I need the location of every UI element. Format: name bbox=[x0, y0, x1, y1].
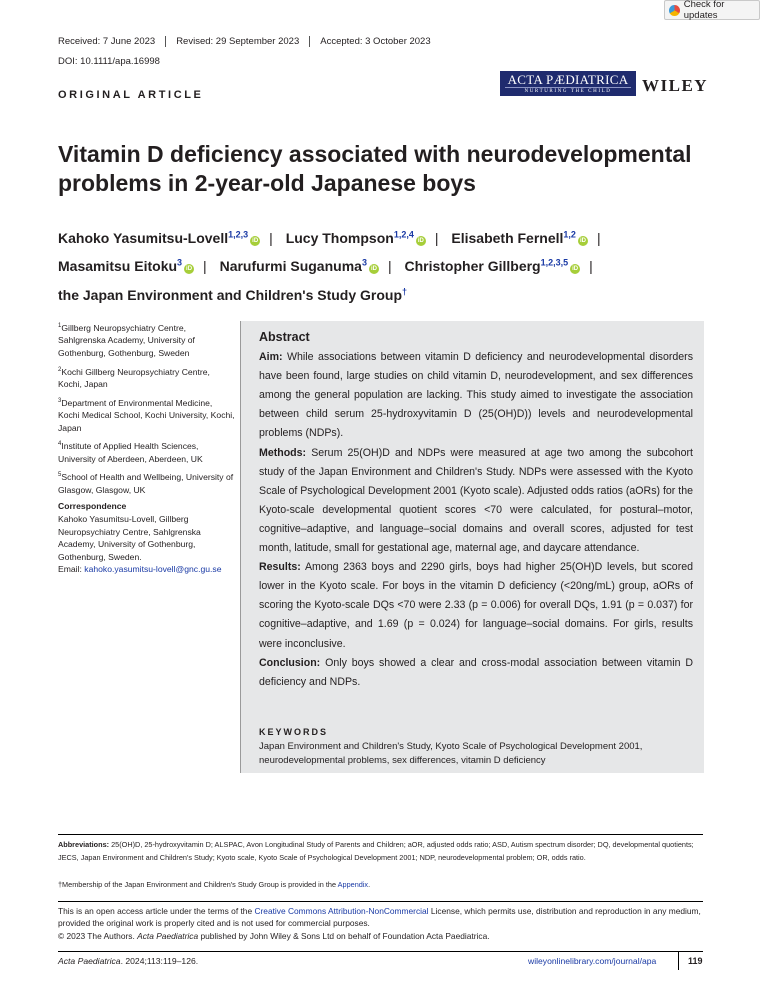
author[interactable]: Narufurmi Suganuma$^3$iD bbox=[219, 257, 377, 275]
received-date: Received: 7 June 2023 bbox=[58, 36, 156, 47]
check-for-updates-button[interactable] bbox=[664, 0, 760, 20]
appendix-link[interactable]: Appendix bbox=[337, 880, 369, 889]
citation: Acta Paediatrica. 2024;113:119–126. bbox=[58, 956, 199, 966]
affiliation: $^5$School of Health and Wellbeing, University of Glasgow, Glasgow, UK bbox=[58, 472, 234, 495]
article-title: Vitamin D deficiency associated with neurodevelopmental problems in 2-year-old Japanese boys bbox=[58, 141, 692, 196]
email-link[interactable]: kahoko.yasumitsu-lovell@gnc.gu.se bbox=[84, 564, 222, 575]
author[interactable]: Elisabeth Fernell$^{1,2}$iD bbox=[451, 229, 586, 246]
author-group: the Japan Environment and Children's Study Group† bbox=[58, 286, 408, 303]
license-notice: This is an open access article under the terms of the Creative Commons Attribution-NonCommercial License, which permits use, distribution and reproduction in any medium, provided the original work is properly cited and is not used for commercial purposes. © 2023 The Authors. Acta Paediatrica published by John Wiley & Sons Ltd on behalf of Foundation Acta Paediatrica. bbox=[58, 906, 701, 941]
publisher-logo: WILEY bbox=[642, 76, 709, 95]
abstract-conclusion: Conclusion: Only boys showed a clear and cross-modal association between vitamin D deficiency and NDPs. bbox=[259, 656, 693, 688]
affiliation: $^4$Institute of Applied Health Sciences, University of Aberdeen, Aberdeen, UK bbox=[58, 441, 203, 464]
orcid-icon[interactable]: iD bbox=[370, 266, 377, 273]
affiliations bbox=[58, 320, 236, 576]
author-list: Kahoko Yasumitsu-Lovell$^{1,2,3}$iD | Lucy Thompson$^{1,2,4}$iD | Elisabeth Fernell$^{1,2}$iD | Masamitsu Eitoku$^3$iD | Narufurmi Suganuma$^3$iD | Christopher Gillberg$^{1,2,3,5}$iD | the Japan Environment and Children's Study Group† bbox=[58, 229, 601, 303]
journal-url-link[interactable]: wileyonlinelibrary.com/journal/apa bbox=[528, 956, 657, 966]
journal-logo-tagline: NURTURING THE CHILD bbox=[505, 87, 631, 95]
affiliation: $^3$Department of Environmental Medicine, Kochi Medical School, Kochi University, Kochi, Japan bbox=[58, 397, 235, 433]
license-divider bbox=[58, 901, 703, 902]
author[interactable]: Kahoko Yasumitsu-Lovell$^{1,2,3}$iD bbox=[58, 229, 259, 246]
check-for-updates-label: Check for updates bbox=[683, 0, 725, 21]
license-link[interactable]: Creative Commons Attribution-NonCommercial bbox=[254, 906, 429, 916]
author[interactable]: Lucy Thompson$^{1,2,4}$iD bbox=[285, 229, 424, 246]
orcid-icon[interactable]: iD bbox=[252, 237, 259, 244]
journal-logo-name: ACTA PÆDIATRICA bbox=[507, 72, 629, 87]
orcid-icon[interactable]: iD bbox=[572, 266, 579, 273]
page-number: 119 bbox=[678, 952, 703, 970]
correspondence-heading: Correspondence bbox=[58, 501, 127, 512]
journal-logo bbox=[500, 71, 636, 96]
orcid-icon[interactable]: iD bbox=[417, 237, 424, 244]
correspondence-email-line: Email: kahoko.yasumitsu-lovell@gnc.gu.se bbox=[58, 564, 222, 575]
affiliation: $^2$Kochi Gillberg Neuropsychiatry Centre, Kochi, Japan bbox=[58, 366, 210, 390]
revised-date: Revised: 29 September 2023 bbox=[165, 36, 309, 47]
orcid-icon[interactable]: iD bbox=[186, 266, 193, 273]
abstract-results: Results: Among 2363 boys and 2290 girls, boys had higher 25(OH)D levels, but scored lower in the Kyoto scale. For boys in the vitamin D deficiency (<20ng/mL) group, aORs of scoring the Kyoto-scale DQs <70 were 2.33 (p = 0.006) for overall DQs, 1.91 (p = 0.037) for cognitive–adaptive, and 1.69 (p = 0.024) for language–social domains. For girls, results were inconclusive. bbox=[259, 561, 694, 650]
orcid-icon[interactable]: iD bbox=[579, 237, 586, 244]
author[interactable]: Christopher Gillberg$^{1,2,3,5}$iD bbox=[404, 257, 579, 275]
footer-divider bbox=[58, 951, 703, 952]
membership-footnote: †Membership of the Japan Environment and Children's Study Group is provided in the Appendix. bbox=[58, 880, 371, 889]
publication-history bbox=[58, 36, 441, 47]
doi: DOI: 10.1111/apa.16998 bbox=[58, 56, 160, 67]
abstract-methods: Methods: Serum 25(OH)D and NDPs were measured at age two among the subcohort study of the Japan Environment and Children's Study. NDPs were assessed with the Kyoto Scale of Psychological Development 2001 (Kyoto scale). Adjusted odds ratios (aORs) for the Kyoto-scale developmental quotient scores <70 were calculated, for postural–motor, cognitive–adaptive, and language–social domains and overall scores, adjusted for test month, latitude, small for gestational age, maternal age, and daycare attendance. bbox=[259, 446, 693, 555]
affiliation: $^1$Gillberg Neuropsychiatry Centre, Sahlgrenska Academy, University of Gothenburg, Gothenburg, Sweden bbox=[58, 322, 195, 359]
article-type: ORIGINAL ARTICLE bbox=[58, 89, 204, 101]
crossmark-icon bbox=[669, 5, 680, 16]
accepted-date: Accepted: 3 October 2023 bbox=[309, 36, 440, 47]
abbreviations-footnote: Abbreviations: 25(OH)D, 25-hydroxyvitamin D; ALSPAC, Avon Longitudinal Study of Parents and Children; aOR, adjusted odds ratio; ASD, Autism spectrum disorder; DQ, developmental quotients; JECS, Japan Environment and Children's Study; Kyoto scale, Kyoto Scale of Psychological Development 2001; NDP, neurodevelopmental problem; OR, odds ratio. bbox=[58, 840, 694, 862]
abstract-aim: Aim: While associations between vitamin D deficiency and neurodevelopmental disorders have been found, large studies on child vitamin D, neurodevelopment, and sex differences among the general population are lacking. This study aimed to investigate the association between child serum 25-hydroxyvitamin D (25(OH)D)) levels and neurodevelopmental problems (NDPs). bbox=[259, 351, 693, 440]
author[interactable]: Masamitsu Eitoku$^3$iD bbox=[58, 257, 193, 275]
abstract-heading: Abstract bbox=[259, 330, 310, 344]
keywords-list: Japan Environment and Children's Study, Kyoto Scale of Psychological Development 2001, neurodevelopmental problems, sex differences, vitamin D deficiency bbox=[259, 741, 643, 766]
keywords-heading: KEYWORDS bbox=[259, 727, 329, 737]
correspondence-text: Kahoko Yasumitsu-Lovell, Gillberg Neuropsychiatry Centre, Sahlgrenska Academy, University of Gothenburg, Gothenburg, Sweden. bbox=[58, 514, 201, 562]
footnote-divider bbox=[58, 834, 703, 835]
abstract bbox=[259, 328, 693, 692]
